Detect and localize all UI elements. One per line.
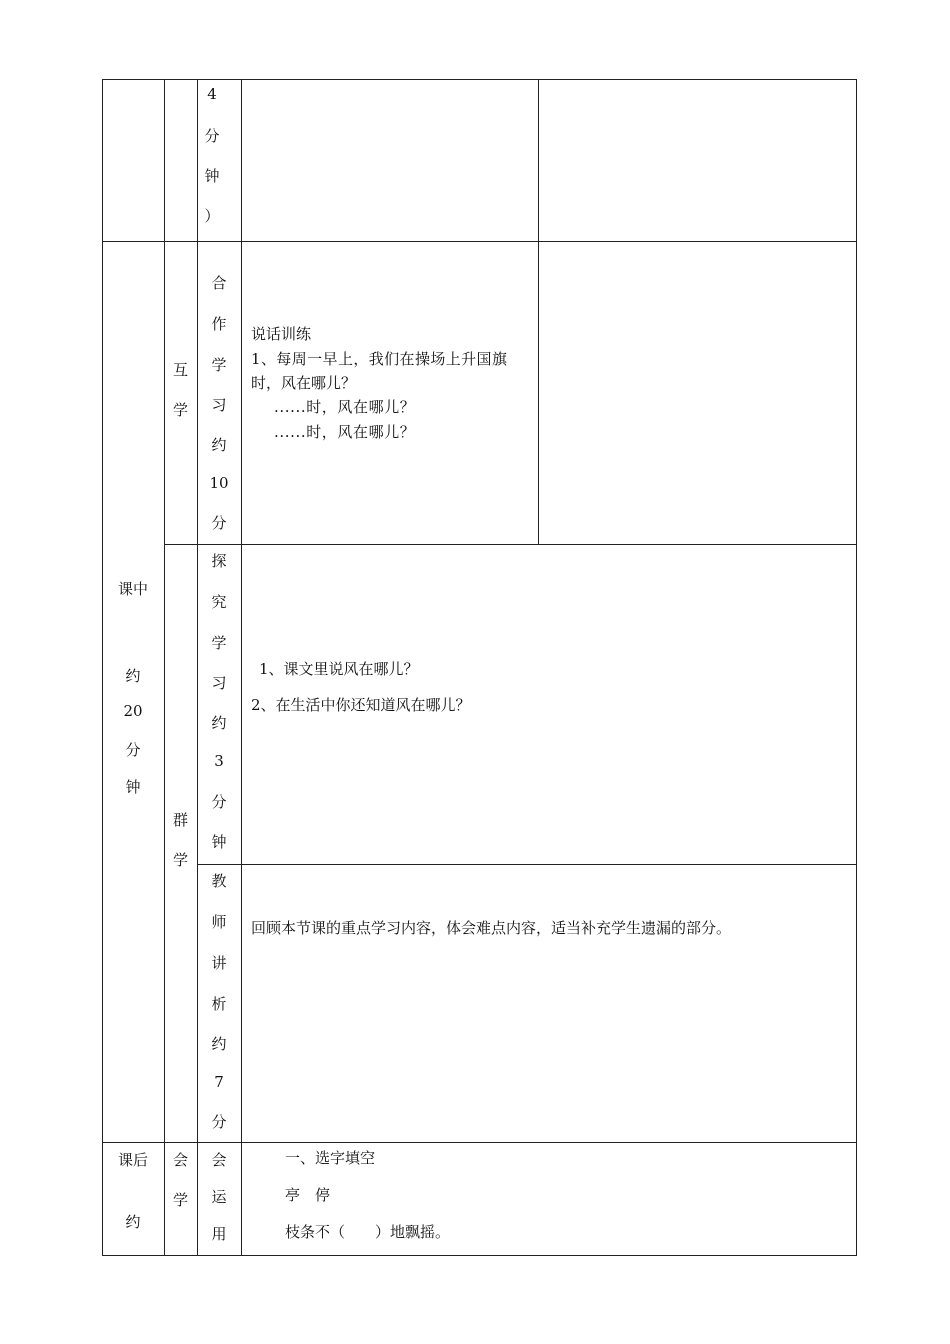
explore-method-char: 约	[211, 714, 227, 732]
mutual-method-char: 10	[209, 474, 229, 492]
row-divider-4	[102, 1142, 857, 1143]
top-time-char: 4	[207, 85, 217, 103]
row-divider-1	[102, 241, 857, 242]
in-class-label-char: 课中	[117, 580, 148, 598]
speaking-question-1-line-2: 时，风在哪儿？	[251, 374, 357, 392]
mutual-method-char: 分	[211, 514, 227, 532]
col-divider-3	[241, 79, 242, 1256]
row-divider-2	[164, 544, 857, 545]
teacher-review-text: 回顾本节课的重点学习内容，体会难点内容，适当补充学生遗漏的部分。	[251, 919, 732, 937]
after-class-method	[197, 1149, 241, 1249]
after-class-method-char: 运	[211, 1188, 227, 1206]
after-class-method-char: 用	[211, 1225, 227, 1243]
table-border-right	[856, 79, 857, 1256]
speaking-pattern-2: ......时，风在哪儿？	[274, 423, 416, 441]
table-border-bottom	[102, 1255, 857, 1256]
teacher-method-char: 教	[211, 872, 227, 890]
mutual-method-char: 学	[211, 356, 227, 374]
fill-in-options: 亭 停	[285, 1186, 331, 1204]
table-border-top	[102, 79, 857, 80]
after-class-category-char: 学	[172, 1191, 188, 1209]
after-class-category-char: 会	[172, 1151, 188, 1169]
mutual-category	[164, 359, 197, 419]
in-class-label-char: 分	[125, 741, 141, 759]
in-class-label-char: 约	[125, 667, 141, 685]
mutual-method-char: 作	[211, 315, 227, 333]
top-time-char: 分	[204, 127, 220, 145]
col-divider-1	[164, 79, 165, 1256]
teacher-method-char: 约	[211, 1035, 227, 1053]
group-category-char: 学	[172, 851, 188, 869]
speaking-title: 说话训练	[251, 325, 312, 343]
explore-method	[197, 550, 241, 860]
mutual-method-char: 合	[211, 274, 227, 292]
in-class-label-char: 20	[123, 702, 143, 720]
top-time-char: 钟	[204, 167, 220, 185]
teacher-method-char: 析	[211, 995, 227, 1013]
mutual-method-char: 约	[211, 436, 227, 454]
mutual-category-char: 互	[172, 361, 188, 379]
after-class-label	[102, 1149, 164, 1249]
in-class-label	[102, 578, 164, 808]
explore-question-1: 1、课文里说风在哪儿？	[259, 660, 419, 678]
teacher-method-char: 7	[214, 1073, 224, 1091]
row-divider-3	[197, 864, 857, 865]
teacher-method-char: 分	[211, 1113, 227, 1131]
explore-question-2: 2、在生活中你还知道风在哪儿？	[251, 696, 471, 714]
top-time-column	[197, 85, 227, 235]
explore-method-char: 分	[211, 793, 227, 811]
mutual-category-char: 学	[172, 401, 188, 419]
group-category-char: 群	[172, 811, 188, 829]
explore-method-char: 学	[211, 634, 227, 652]
explore-method-char: 钟	[211, 833, 227, 851]
col-divider-4	[538, 79, 539, 545]
after-class-method-char: 会	[211, 1151, 227, 1169]
speaking-pattern-1: ......时，风在哪儿？	[274, 398, 416, 416]
explore-method-char: 习	[211, 674, 227, 692]
after-class-label-char: 课后	[117, 1151, 148, 1169]
explore-method-char: 探	[211, 552, 227, 570]
explore-method-char: 3	[214, 752, 224, 770]
mutual-method-char: 习	[211, 396, 227, 414]
fill-in-heading: 一、选字填空	[285, 1149, 376, 1167]
in-class-label-char: 钟	[125, 778, 141, 796]
speaking-question-1-line-1: 1、每周一早上，我们在操场上升国旗	[251, 350, 508, 368]
teacher-method	[197, 870, 241, 1140]
top-time-char: ）	[204, 207, 220, 225]
explore-method-char: 究	[211, 593, 227, 611]
teacher-method-char: 师	[211, 913, 227, 931]
group-category	[164, 809, 197, 869]
teacher-method-char: 讲	[211, 954, 227, 972]
after-class-category	[164, 1149, 197, 1209]
mutual-method	[197, 272, 241, 542]
fill-in-sentence: 枝条不（ ）地飘摇。	[285, 1223, 451, 1241]
after-class-label-char: 约	[125, 1213, 141, 1231]
